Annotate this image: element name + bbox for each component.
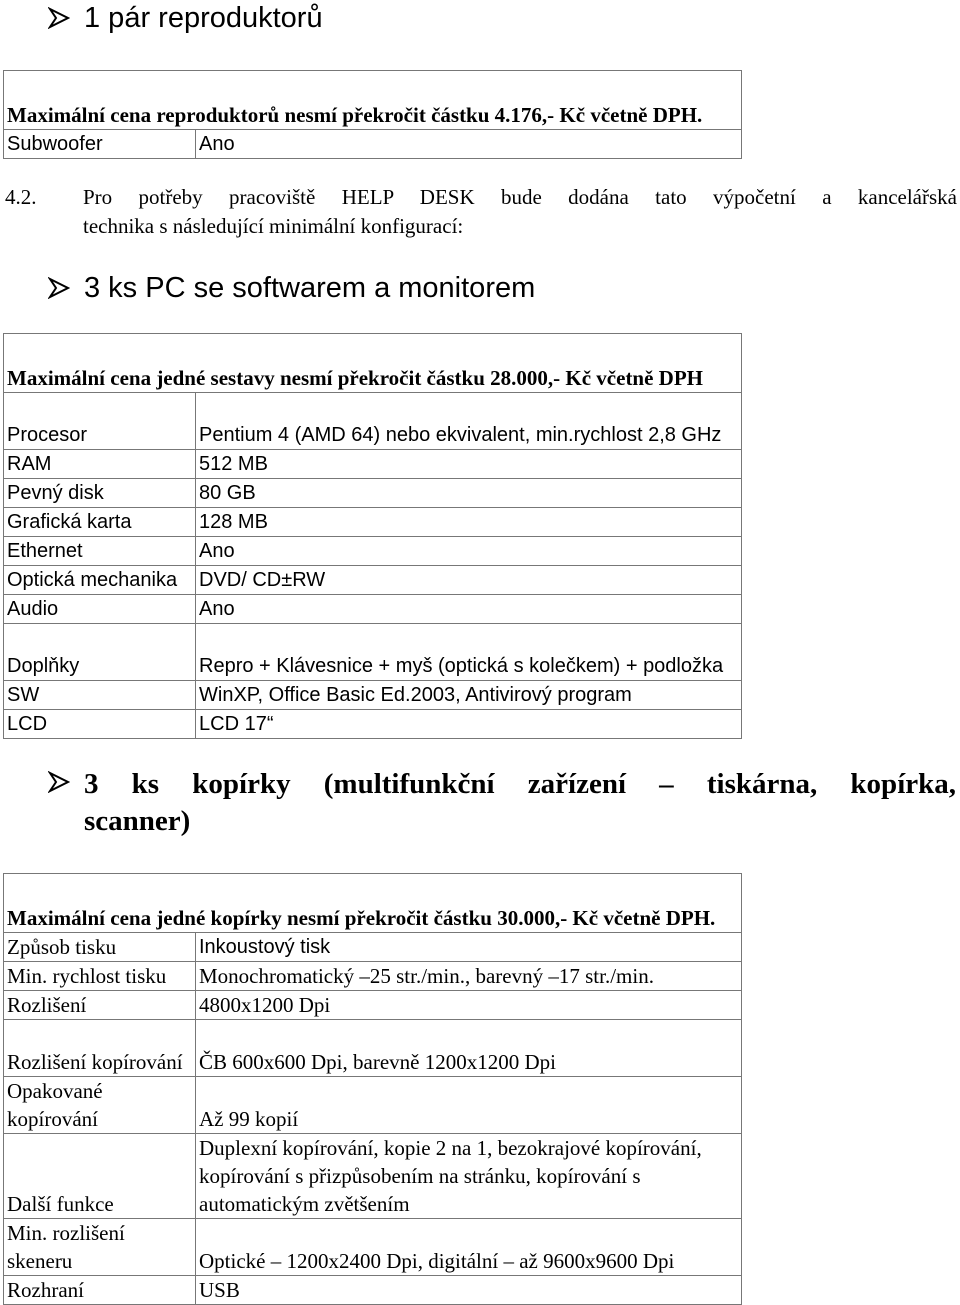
spec-label: RAM (4, 450, 196, 479)
table-row (4, 933, 742, 962)
section-heading-pc (48, 272, 535, 304)
spec-label: Subwoofer (4, 130, 196, 159)
spec-value: Ano (196, 537, 742, 566)
paragraph-line-1: Pro potřeby pracoviště HELP DESK bude dodána tato výpočetní a kancelářská (83, 185, 957, 209)
table-row (4, 537, 742, 566)
price-note: Maximální cena jedné sestavy nesmí překročit částku 28.000,- Kč včetně DPH (4, 334, 742, 393)
table-row (4, 1276, 742, 1305)
table-row (4, 595, 742, 624)
table-row (4, 393, 742, 450)
heading-line-2: scanner) (84, 805, 191, 837)
spec-value: Monochromatický –25 str./min., barevný –17 str./min. (196, 962, 742, 991)
spec-label: Rozlišení (4, 991, 196, 1020)
spec-label: Opakované kopírování (4, 1077, 196, 1134)
spec-value: 4800x1200 Dpi (196, 991, 742, 1020)
spec-label: Rozhraní (4, 1276, 196, 1305)
table-row (4, 450, 742, 479)
spec-label: Min. rychlost tisku (4, 962, 196, 991)
table-row (4, 130, 742, 159)
speakers-spec-table (3, 70, 742, 159)
spec-value: Repro + Klávesnice + myš (optická s kolečkem) + podložka (196, 624, 742, 681)
paragraph-line-2: technika s následující minimální konfigurací: (83, 214, 464, 238)
spec-value: Duplexní kopírování, kopie 2 na 1, bezokrajové kopírování, kopírování s přizpůsobením na stránku, kopírování s automatickým zvětšením (196, 1134, 742, 1219)
heading-text: 3 ks PC se softwarem a monitorem (84, 272, 536, 304)
copier-spec-table (3, 873, 742, 1305)
spec-label: Min. rozlišení skeneru (4, 1219, 196, 1276)
spec-value: Až 99 kopií (196, 1077, 742, 1134)
price-note: Maximální cena jedné kopírky nesmí překročit částku 30.000,- Kč včetně DPH. (4, 874, 742, 933)
table-row (4, 624, 742, 681)
table-row (4, 710, 742, 739)
table-row (4, 508, 742, 537)
spec-label: LCD (4, 710, 196, 739)
spec-label: Rozlišení kopírování (4, 1020, 196, 1077)
paragraph-number: 4.2. (5, 185, 37, 209)
table-row (4, 1020, 742, 1077)
spec-value: WinXP, Office Basic Ed.2003, Antivirový program (196, 681, 742, 710)
pc-spec-table (3, 333, 742, 739)
arrow-bullet-icon (48, 277, 70, 299)
table-row (4, 991, 742, 1020)
spec-value: Ano (196, 130, 742, 159)
spec-value: USB (196, 1276, 742, 1305)
heading-text: 1 pár reproduktorů (84, 2, 323, 34)
spec-label: Optická mechanika (4, 566, 196, 595)
price-note: Maximální cena reproduktorů nesmí překročit částku 4.176,- Kč včetně DPH. (4, 71, 742, 130)
spec-value: Pentium 4 (AMD 64) nebo ekvivalent, min.rychlost 2,8 GHz (196, 393, 742, 450)
section-heading-copiers (48, 766, 956, 840)
table-row (4, 962, 742, 991)
spec-label: Další funkce (4, 1134, 196, 1219)
spec-value: Inkoustový tisk (196, 933, 742, 962)
spec-label: Způsob tisku (4, 933, 196, 962)
spec-value: 512 MB (196, 450, 742, 479)
spec-value: LCD 17“ (196, 710, 742, 739)
spec-label: Grafická karta (4, 508, 196, 537)
section-heading-speakers (48, 2, 323, 34)
spec-label: Audio (4, 595, 196, 624)
spec-value: Ano (196, 595, 742, 624)
table-row (4, 1077, 742, 1134)
table-row (4, 479, 742, 508)
arrow-bullet-icon (48, 771, 70, 793)
spec-label: Procesor (4, 393, 196, 450)
table-row (4, 566, 742, 595)
table-row (4, 1219, 742, 1276)
spec-label: Doplňky (4, 624, 196, 681)
spec-value: 80 GB (196, 479, 742, 508)
spec-value: 128 MB (196, 508, 742, 537)
heading-line-1: 3 ks kopírky (multifunkční zařízení – tiskárna, kopírka, (84, 768, 956, 800)
table-row (4, 681, 742, 710)
spec-value: ČB 600x600 Dpi, barevně 1200x1200 Dpi (196, 1020, 742, 1077)
arrow-bullet-icon (48, 7, 70, 29)
table-row (4, 1134, 742, 1219)
spec-label: Ethernet (4, 537, 196, 566)
spec-label: Pevný disk (4, 479, 196, 508)
spec-label: SW (4, 681, 196, 710)
spec-value: Optické – 1200x2400 Dpi, digitální – až 9600x9600 Dpi (196, 1219, 742, 1276)
spec-value: DVD/ CD±RW (196, 566, 742, 595)
